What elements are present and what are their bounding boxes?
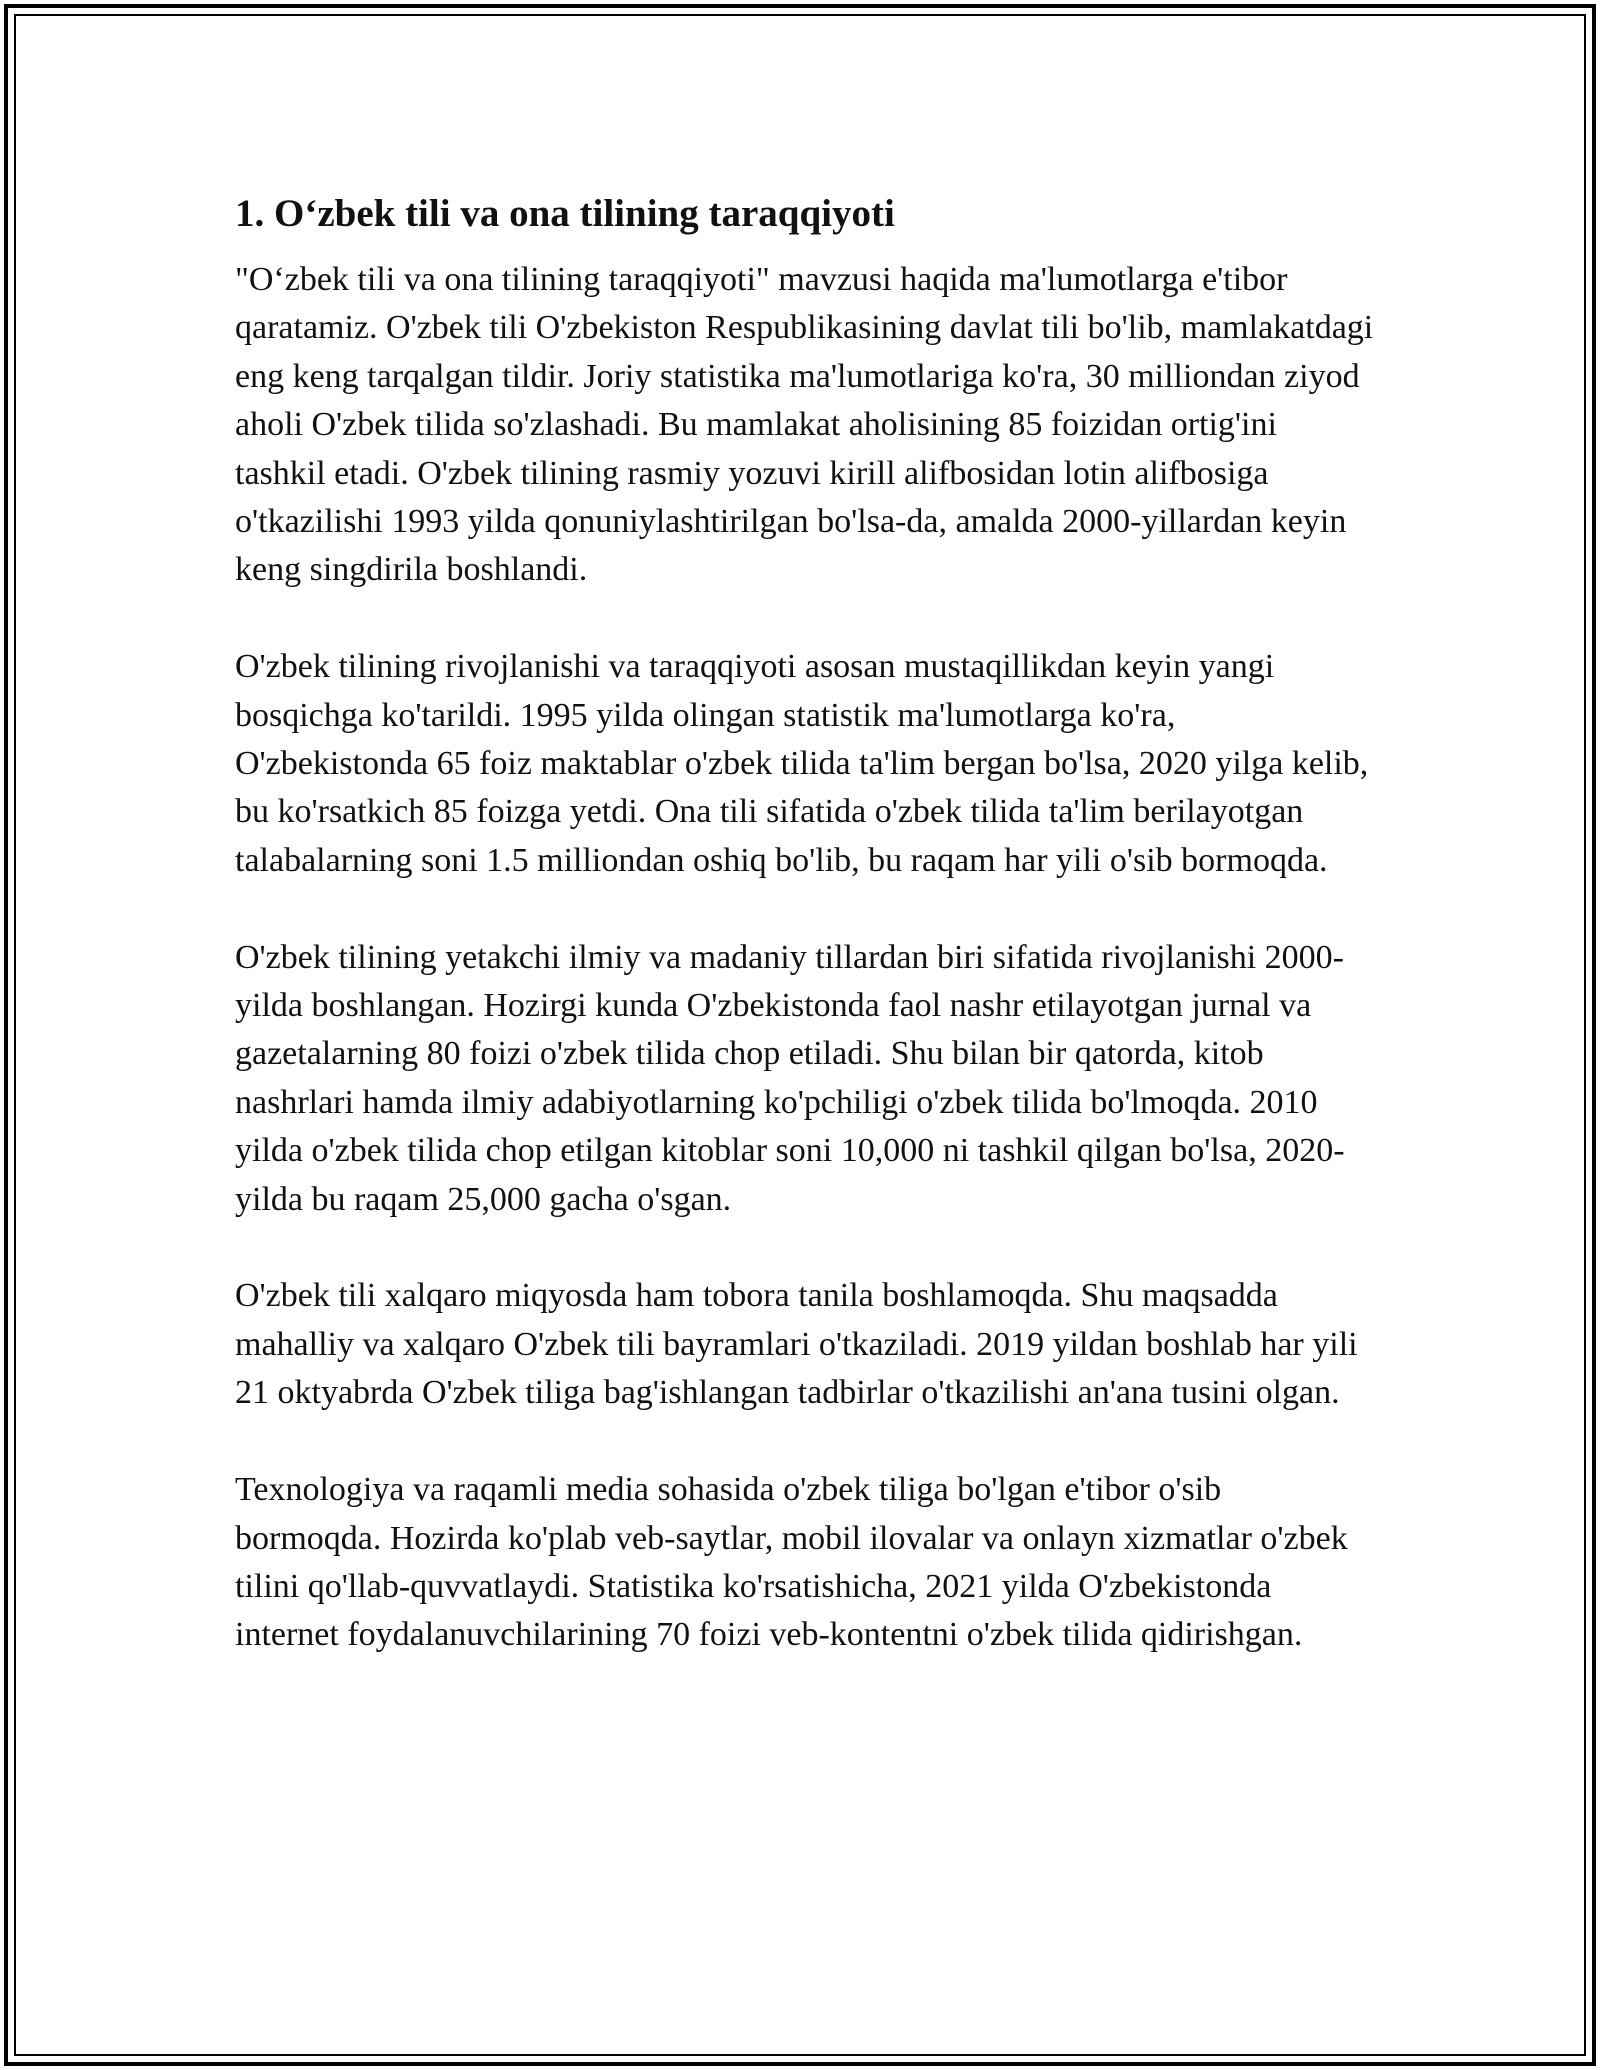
paragraph-4: O'zbek tili xalqaro miqyosda ham tobora tanila boshlamoqda. Shu maqsadda mahalliy va xalqaro O'zbek tili bayramlari o'tkaziladi. 2019 yildan boshlab har yili 21 oktyabrda O'zbek tiliga bag'ishlangan tadbirlar o'tkazilishi an'ana tusini olgan. bbox=[235, 1277, 1358, 1412]
paragraph-5: Texnologiya va raqamli media sohasida o'zbek tiliga bo'lgan e'tibor o'sib bormoqda. Hozirda ko'plab veb-saytlar, mobil ilovalar va onlayn xizmatlar o'zbek tilini qo'llab-quvvatlaydi. Statistika ko'rsatishicha, 2021 yilda O'zbekistonda internet foydalanuvchilarining 70 foizi veb-kontentni o'zbek tilida qidirishgan. bbox=[235, 1471, 1348, 1654]
paragraph-1: "O‘zbek tili va ona tilining taraqqiyoti" mavzusi haqida ma'lumotlarga e'tibor qaratamiz. O'zbek tili O'zbekiston Respublikasining davlat tili bo'lib, mamlakatdagi eng keng tarqalgan tildir. Joriy statistika ma'lumotlariga ko'ra, 30 milliondan ziyod aholi O'zbek tilida so'zlashadi. Bu mamlakat aholisining 85 foizidan ortig'ini tashkil etadi. O'zbek tilining rasmiy yozuvi kirill alifbosidan lotin alifbosiga o'tkazilishi 1993 yilda qonuniylashtirilgan bo'lsa-da, amalda 2000-yillardan keyin keng singdirila boshlandi. bbox=[235, 261, 1374, 589]
paragraph-2: O'zbek tilining rivojlanishi va taraqqiyoti asosan mustaqillikdan keyin yangi bosqichga ko'tarildi. 1995 yilda olingan statistik ma'lumotlarga ko'ra, O'zbekistonda 65 foiz maktablar o'zbek tilida ta'lim bergan bo'lsa, 2020 yilga kelib, bu ko'rsatkich 85 foizga yetdi. Ona tili sifatida o'zbek tilida ta'lim berilayotgan talabalarning soni 1.5 milliondan oshiq bo'lib, bu raqam har yili o'sib bormoqda. bbox=[235, 648, 1369, 879]
paragraph-3: O'zbek tilining yetakchi ilmiy va madaniy tillardan biri sifatida rivojlanishi 2000-yilda boshlangan. Hozirgi kunda O'zbekistonda faol nashr etilayotgan jurnal va gazetalarning 80 foizi o'zbek tilida chop etiladi. Shu bilan bir qatorda, kitob nashrlari hamda ilmiy adabiyotlarning ko'pchiligi o'zbek tilida bo'lmoqda. 2010 yilda o'zbek tilida chop etilgan kitoblar soni 10,000 ni tashkil qilgan bo'lsa, 2020-yilda bu raqam 25,000 gacha o'sgan. bbox=[235, 938, 1345, 1218]
document-body bbox=[235, 186, 1375, 1708]
section-heading: 1. O‘zbek tili va ona tilining taraqqiyoti bbox=[235, 192, 895, 235]
